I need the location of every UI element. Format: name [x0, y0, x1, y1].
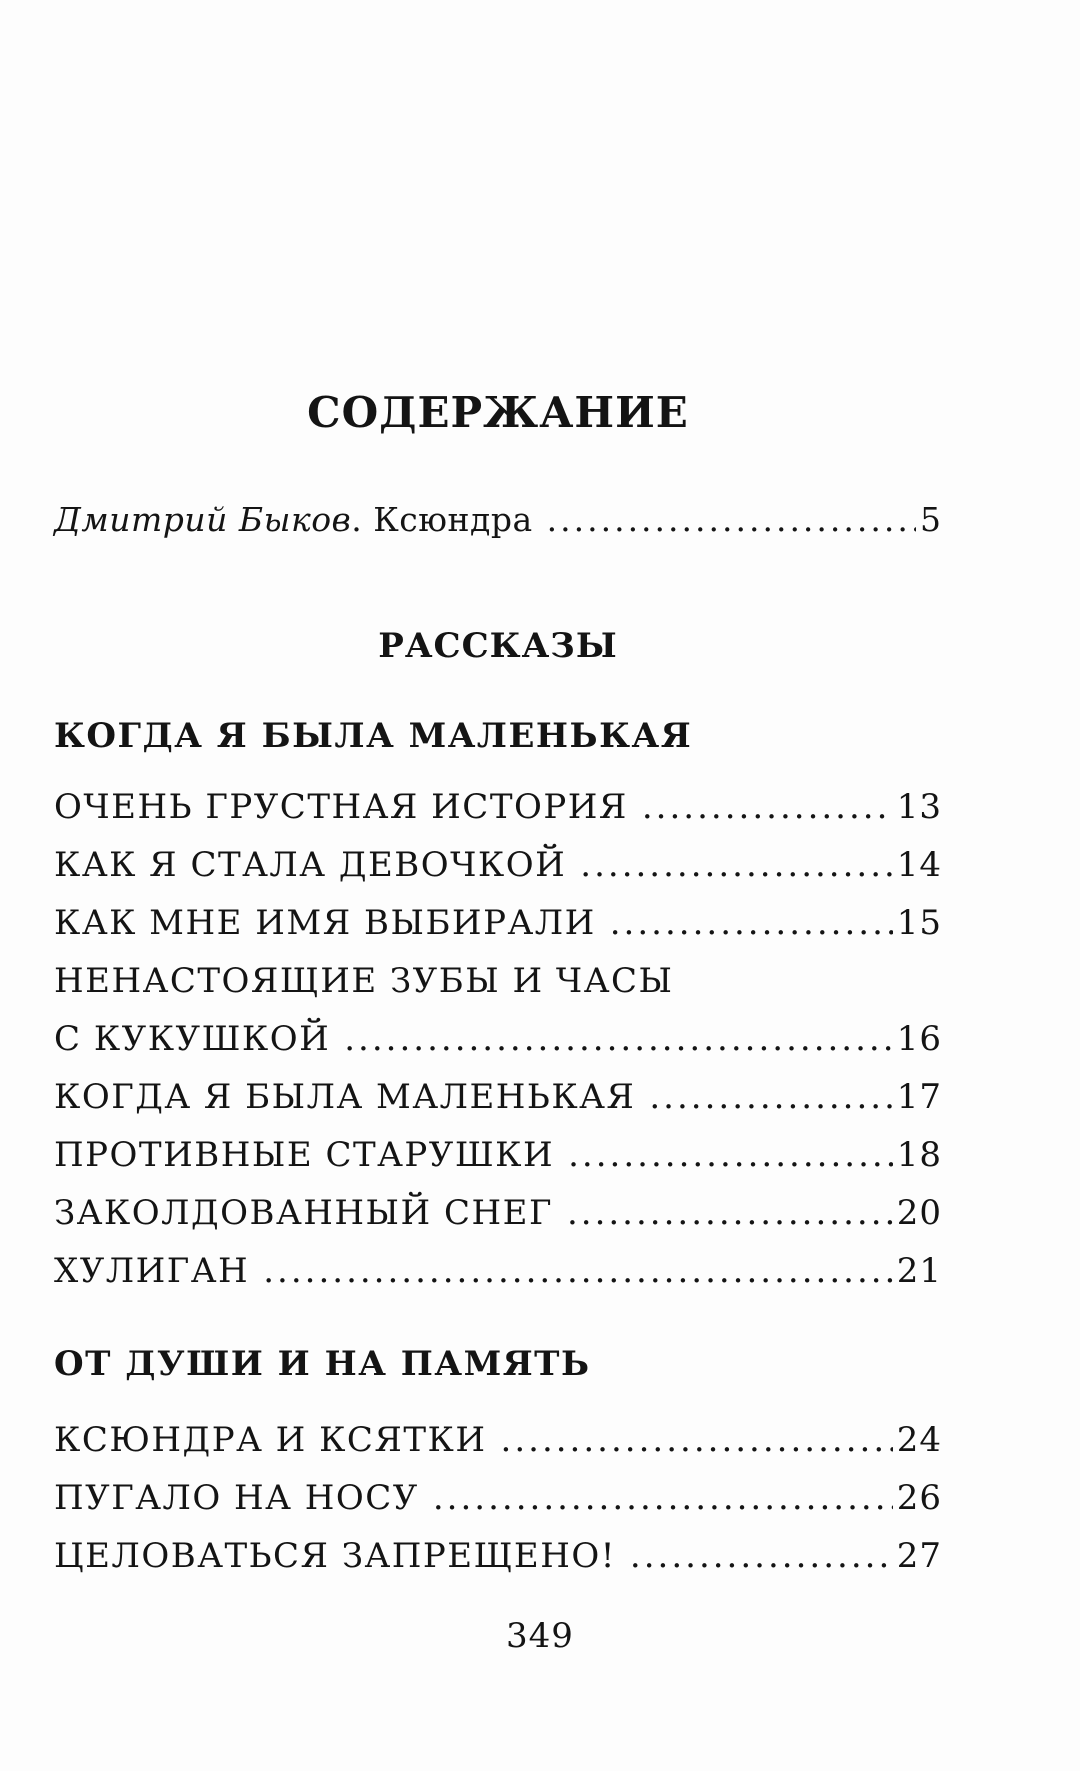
toc-entry-label: ХУЛИГАН	[54, 1251, 250, 1291]
toc-entry-label: КСЮНДРА И КСЯТКИ	[54, 1420, 487, 1460]
toc-leader-dots	[501, 1420, 893, 1460]
toc-entry-label: ЗАКОЛДОВАННЫЙ СНЕГ	[54, 1193, 553, 1233]
toc-entry-label: ОЧЕНЬ ГРУСТНАЯ ИСТОРИЯ	[54, 787, 628, 827]
toc-entry-label: С КУКУШКОЙ	[54, 1019, 331, 1059]
toc-entry	[54, 1019, 942, 1067]
toc-entry-author: Дмитрий Быков	[54, 500, 352, 539]
toc-entry-page: 18	[896, 1135, 942, 1175]
toc-entry-page: 27	[896, 1536, 942, 1576]
toc-leader-dots	[610, 903, 893, 943]
toc-leader-dots	[547, 500, 916, 539]
toc-entry	[54, 845, 942, 893]
page-title: СОДЕРЖАНИЕ	[307, 388, 689, 437]
toc-entry-page: 21	[896, 1251, 942, 1291]
toc-entry-label: КАК МНЕ ИМЯ ВЫБИРАЛИ	[54, 903, 596, 943]
toc-entry	[54, 1536, 942, 1584]
toc-entry	[54, 1478, 942, 1526]
toc-entry	[54, 1420, 942, 1468]
subsection-title: КОГДА Я БЫЛА МАЛЕНЬКАЯ	[54, 716, 693, 756]
toc-leader-dots	[642, 787, 893, 827]
toc-entry-page: 26	[896, 1478, 942, 1518]
toc-entry-page: 24	[896, 1420, 942, 1460]
toc-leader-dots	[630, 1536, 893, 1576]
toc-leader-dots	[344, 1019, 893, 1059]
toc-leader-dots	[567, 1193, 893, 1233]
toc-entry	[54, 1193, 942, 1241]
toc-leader-dots	[580, 845, 892, 885]
toc-leader-dots	[568, 1135, 893, 1175]
toc-entry-label-line1: НЕНАСТОЯЩИЕ ЗУБЫ И ЧАСЫ	[54, 961, 674, 1001]
toc-entry-page: 14	[896, 845, 942, 885]
toc-entry-label: ПРОТИВНЫЕ СТАРУШКИ	[54, 1135, 555, 1175]
toc-entry-separator: .	[351, 500, 374, 539]
toc-entry-label	[54, 500, 533, 539]
toc-entry-page: 16	[896, 1019, 942, 1059]
toc-entry-page: 20	[896, 1193, 942, 1233]
toc-entry	[54, 1135, 942, 1183]
toc-leader-dots	[433, 1478, 893, 1518]
toc-entry-label: ПУГАЛО НА НОСУ	[54, 1478, 419, 1518]
toc-entry-label: ЦЕЛОВАТЬСЯ ЗАПРЕЩЕНО!	[54, 1536, 616, 1576]
toc-entry	[54, 787, 942, 835]
toc-entry-label: КАК Я СТАЛА ДЕВОЧКОЙ	[54, 845, 567, 885]
toc-entry-label: КОГДА Я БЫЛА МАЛЕНЬКАЯ	[54, 1077, 636, 1117]
toc-entry-page: 17	[896, 1077, 942, 1117]
toc-entry-page: 15	[896, 903, 942, 943]
toc-entry-page: 13	[896, 787, 942, 827]
toc-entry-preface	[54, 500, 942, 548]
toc-entry	[54, 1077, 942, 1125]
toc-leader-dots	[263, 1251, 893, 1291]
subsection-title: ОТ ДУШИ И НА ПАМЯТЬ	[54, 1344, 591, 1384]
toc-leader-dots	[649, 1077, 892, 1117]
toc-entry-title: Ксюндра	[373, 500, 533, 539]
toc-entry	[54, 1251, 942, 1299]
section-title: РАССКАЗЫ	[378, 626, 618, 666]
toc-entry	[54, 903, 942, 951]
page-number: 349	[506, 1616, 574, 1656]
toc-entry-page: 5	[920, 500, 942, 539]
